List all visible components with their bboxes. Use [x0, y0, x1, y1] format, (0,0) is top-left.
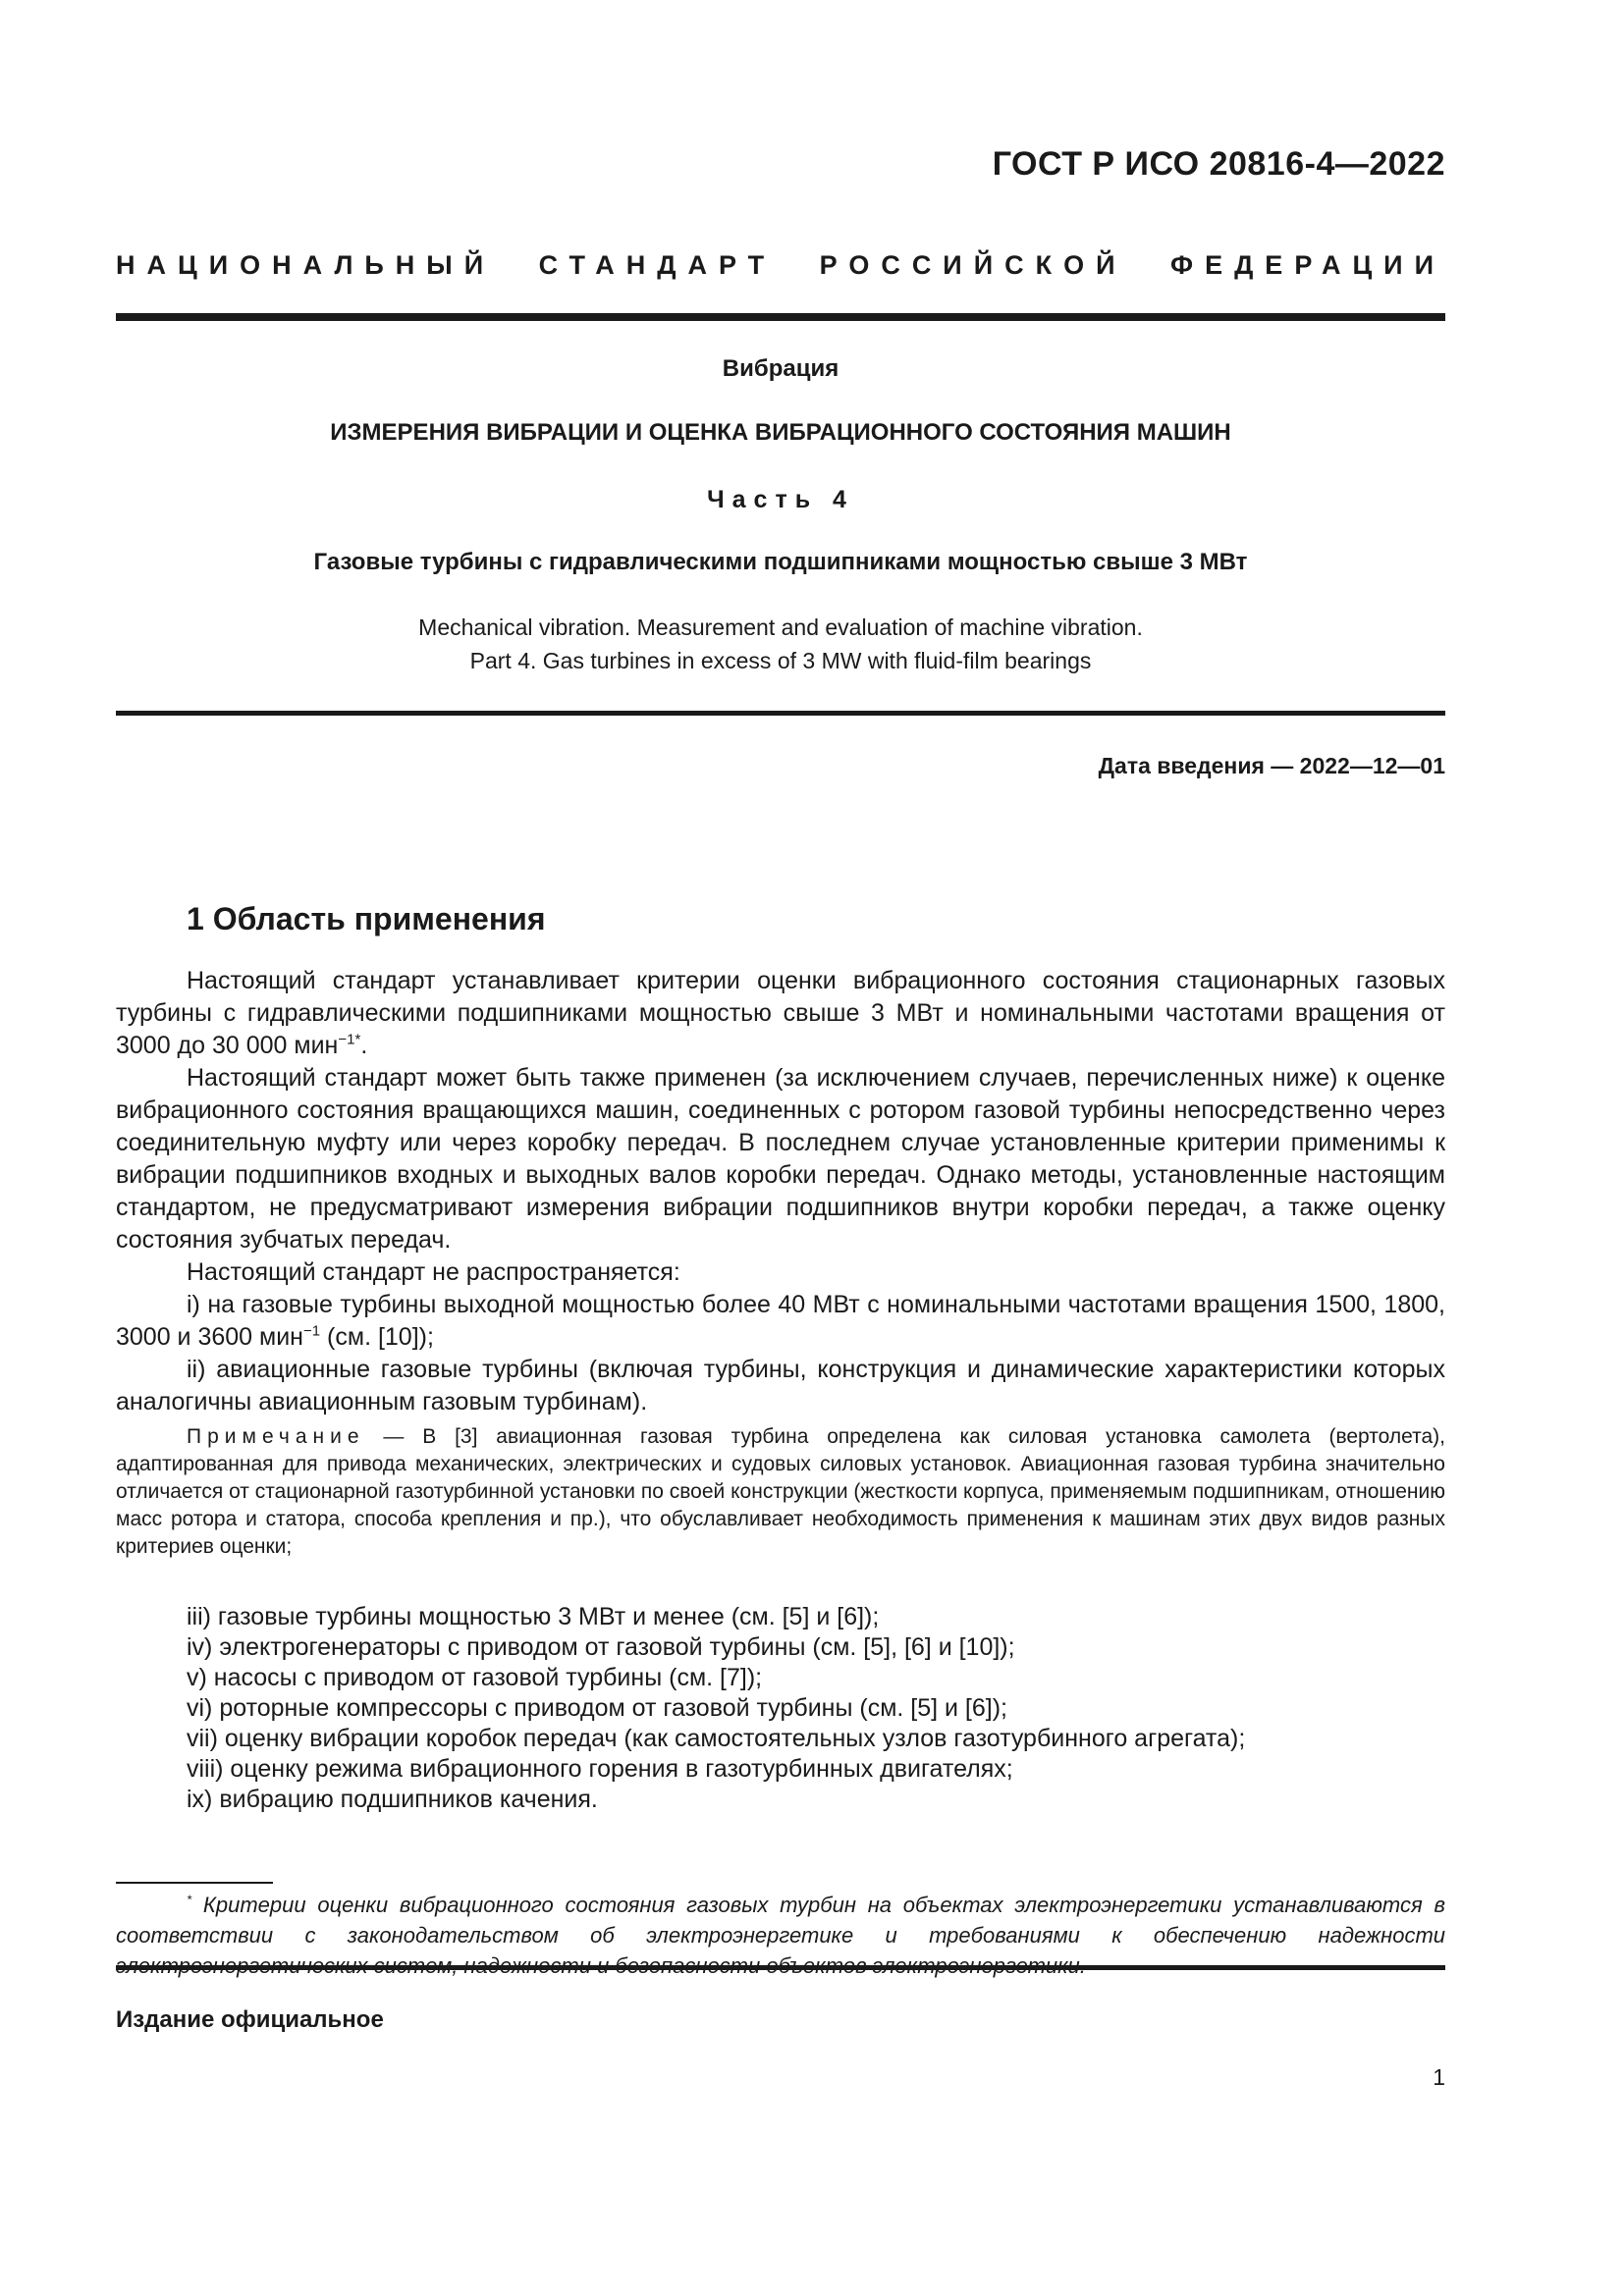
- list-item: iv) электрогенераторы с приводом от газовой турбины (см. [5], [6] и [10]);: [187, 1633, 1015, 1661]
- note-label: Примечание: [187, 1425, 365, 1448]
- title-part: Часть 4: [707, 486, 854, 513]
- exclusion-item-2: ii) авиационные газовые турбины (включая турбины, конструкция и динамические характеристики которых аналогичны авиационным газовым турбинам).: [116, 1356, 1445, 1415]
- list-item: ix) вибрацию подшипников качения.: [187, 1786, 598, 1813]
- list-item: viii) оценку режима вибрационного горения в газотурбинных двигателях;: [187, 1755, 1013, 1783]
- document-code: ГОСТ Р ИСО 20816-4—2022: [992, 145, 1445, 183]
- exclusion-item-1: i) на газовые турбины выходной мощностью более 40 МВт с номинальными частотами вращения 1500, 1800, 3000 и 3600 мин$^{-1}$ (см. [10]);: [116, 1291, 1445, 1351]
- title-english-line-2: Part 4. Gas turbines in excess of 3 MW with fluid-film bearings: [469, 648, 1092, 673]
- footer-divider: [116, 1965, 1445, 1970]
- section-body: [116, 965, 1445, 1418]
- paragraph-1: Настоящий стандарт устанавливает критерии оценки вибрационного состояния стационарных газовых турбины с гидравлическими подшипниками мощностью свыше 3 МВт и номинальными частотами вращения от 3000 до 30 000 мин$^{-1*}$.: [116, 967, 1445, 1059]
- title-english-line-1: Mechanical vibration. Measurement and evaluation of machine vibration.: [418, 614, 1143, 640]
- note-text: — В [3] авиационная газовая турбина определена как силовая установка самолета (вертолета), адаптированная для привода механических, электрических и судовых силовых установок. Авиационная газовая турбина значительно отличается от стационарной газотурбинной установки по своей конструкции (жесткости корпуса, применяемым подшипникам, отношению масс ротора и статора, способа крепления и пр.), что обуславливает необходимость применения к машинам этих двух видов разных критериев оценки;: [116, 1425, 1445, 1558]
- title-topic: Вибрация: [722, 355, 839, 382]
- title-main: ИЗМЕРЕНИЯ ВИБРАЦИИ И ОЦЕНКА ВИБРАЦИОННОГО СОСТОЯНИЯ МАШИН: [330, 419, 1231, 446]
- paragraph-3: Настоящий стандарт не распространяется:: [187, 1258, 680, 1286]
- note-block: [116, 1423, 1445, 1561]
- title-english: [116, 611, 1445, 677]
- paragraph-2: Настоящий стандарт может быть также применен (за исключением случаев, перечисленных ниже) к оценке вибрационного состояния вращающихся машин, соединенных с ротором газовой турбины непосредственно через соединительную муфту или через коробку передач. В последнем случае установленные критерии применимы к вибрации подшипников входных и выходных валов коробки передач. Однако методы, установленные настоящим стандартом, не предусматривают измерения вибрации подшипников внутри коробки передач, а также оценку состояния зубчатых передач.: [116, 1064, 1445, 1254]
- list-item: vi) роторные компрессоры с приводом от газовой турбины (см. [5] и [6]);: [187, 1694, 1007, 1722]
- footnote-mark: *: [187, 1892, 192, 1907]
- introduction-date: Дата введения — 2022—12—01: [1098, 753, 1445, 778]
- edition-label: Издание официальное: [116, 2006, 384, 2033]
- national-standard-banner: НАЦИОНАЛЬНЫЙ СТАНДАРТ РОССИЙСКОЙ ФЕДЕРАЦИИ: [116, 250, 1445, 280]
- page-number: 1: [1433, 2064, 1445, 2090]
- title-divider: [116, 711, 1445, 716]
- list-item: vii) оценку вибрации коробок передач (как самостоятельных узлов газотурбинного агрегата);: [187, 1725, 1246, 1752]
- list-item: v) насосы с приводом от газовой турбины (см. [7]);: [187, 1664, 763, 1691]
- section-heading: 1 Область применения: [187, 901, 546, 936]
- header-divider: [116, 313, 1445, 321]
- exclusion-list: [187, 1602, 1245, 1815]
- list-item: iii) газовые турбины мощностью 3 МВт и менее (см. [5] и [6]);: [187, 1603, 880, 1630]
- footnote-text: Критерии оценки вибрационного состояния газовых турбин на объектах электроэнергетики устанавливаются в соответствии с законодательством об электроэнергетике и требованиями к обеспечению надежности: [116, 1893, 1445, 1948]
- title-subtitle: Газовые турбины с гидравлическими подшипниками мощностью свыше 3 МВт: [313, 549, 1248, 575]
- footnote-divider: [116, 1882, 273, 1884]
